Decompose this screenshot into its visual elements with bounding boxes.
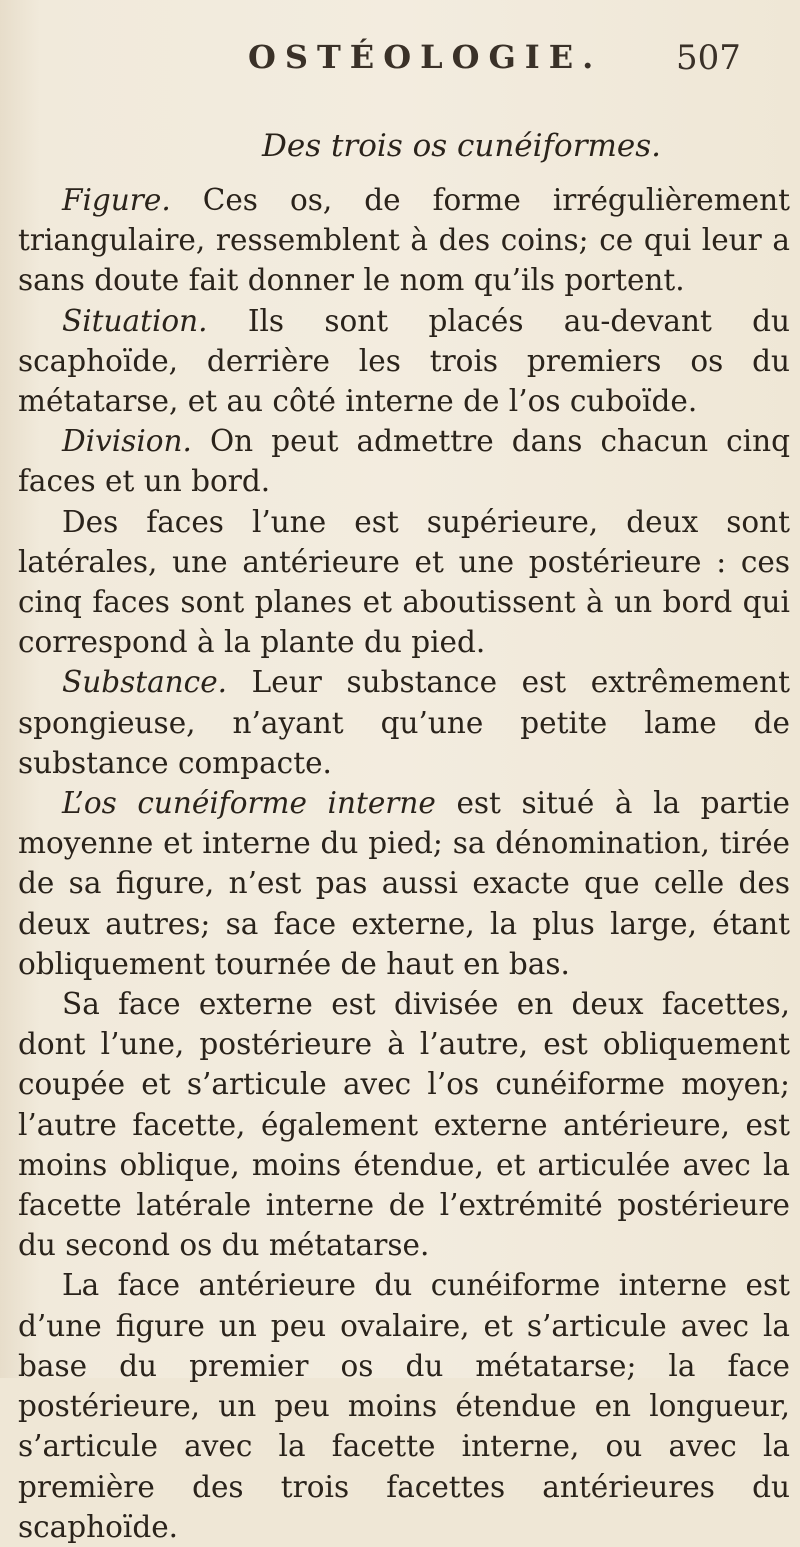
section-title: Des trois os cunéiformes. — [262, 128, 662, 164]
body-text — [18, 180, 790, 1547]
paragraph-text: On peut admettre dans chacun cinq faces et un bord. — [18, 424, 790, 499]
paragraph-substance — [18, 662, 790, 783]
paragraph-face-anterieure — [18, 1265, 790, 1546]
paragraph-text: Des faces l’une est supérieure, deux sont latérales, une antérieure et une postérieure : ces cinq faces sont planes et aboutissent à un bord qui correspond à la plante du pied. — [18, 504, 790, 660]
paragraph-text: est situé à la partie moyenne et interne du pied; sa dénomination, tirée de sa figure, n’est pas aussi exacte que celle des deux autres; sa face externe, la plus large, étant obliquement tournée de haut en bas. — [18, 786, 791, 981]
paragraph-lead: Situation. — [62, 303, 208, 338]
paragraph-text: La face antérieure du cunéiforme interne est d’une figure un peu ovalaire, et s’articule avec la base du premier os du métatarse; la face postérieure, un peu moins étendue en longueur, s’articule avec la facette interne, ou avec la première des trois facettes antérieures du scaphoïde. — [18, 1268, 790, 1544]
paragraph-text: Sa face externe est divisée en deux facettes, dont l’une, postérieure à l’autre, est obliquement coupée et s’articule avec l’os cunéiforme moyen; l’autre facette, également externe antérieure, est moins oblique, moins étendue, et articulée avec la facette latérale interne de l’extrémité postérieure du second os du métatarse. — [18, 987, 790, 1263]
running-title: OSTÉOLOGIE. — [248, 38, 603, 76]
paragraph-lead: Substance. — [62, 665, 228, 700]
running-head — [0, 38, 800, 78]
paragraph-text: Ces os, de forme irrégulièrement triangulaire, ressemblent à des coins; ce qui leur a sans doute fait donner le nom qu’ils portent. — [18, 183, 790, 298]
paragraph-division — [18, 421, 790, 501]
paragraph-lead: Figure. — [62, 183, 171, 217]
paragraph-face-externe — [18, 984, 790, 1265]
paragraph-lead: Division. — [62, 424, 192, 459]
paragraph-text: Ils sont placés au-devant du scaphoïde, derrière les trois premiers os du métatarse, et au côté interne de l’os cuboïde. — [18, 303, 790, 419]
paragraph-text: Leur substance est extrêmement spongieuse, n’ayant qu’une petite lame de substance compacte. — [18, 665, 790, 780]
paragraph-cuneiform-interne — [18, 783, 790, 984]
paragraph-situation — [18, 301, 790, 422]
paragraph-faces — [18, 502, 790, 663]
paragraph-lead: L’os cunéiforme interne — [62, 786, 436, 821]
paragraph-figure — [18, 180, 790, 301]
page-number: 507 — [676, 38, 741, 78]
